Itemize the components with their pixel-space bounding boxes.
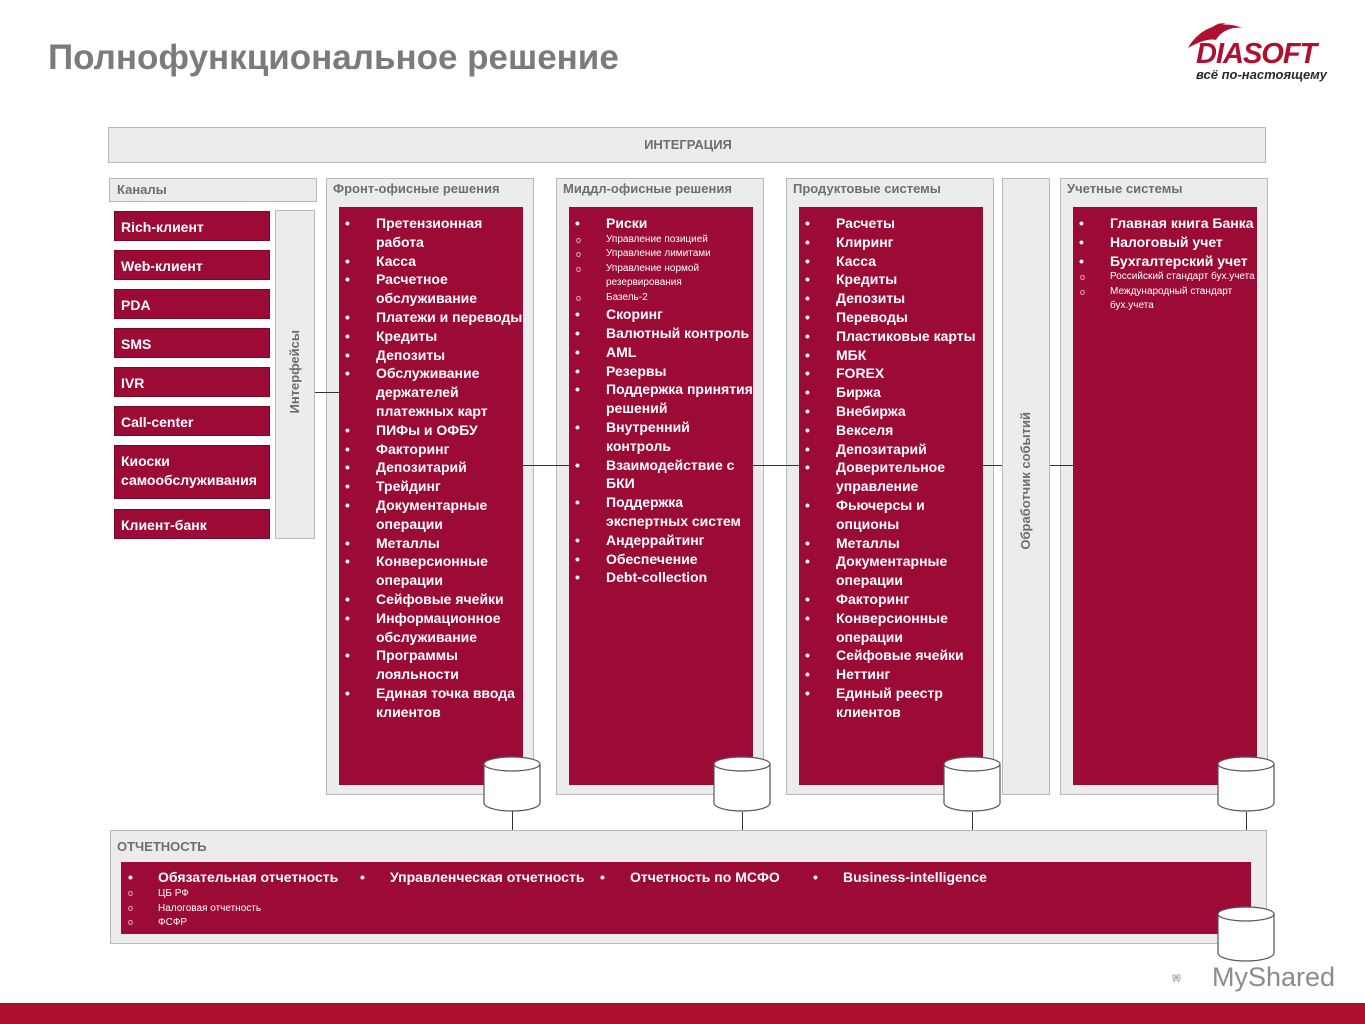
front-item: • Единая точка ввода клиентов <box>339 684 523 722</box>
accounting-item: • Налоговый учет <box>1073 233 1257 252</box>
database-reporting-icon <box>1217 906 1275 962</box>
accounting-label: Учетные системы <box>1067 181 1183 196</box>
product-item: • МБК <box>799 346 983 365</box>
front-item: • Документарные операции <box>339 496 523 534</box>
product-systems-label: Продуктовые системы <box>793 181 941 196</box>
database-product-icon <box>943 756 1001 812</box>
channel-pda: PDA <box>114 289 270 319</box>
product-item: • Биржа <box>799 383 983 402</box>
myshared-watermark: MyShared <box>1212 962 1336 992</box>
product-item: • Металлы <box>799 534 983 553</box>
front-item: • Металлы <box>339 534 523 553</box>
front-item: • Обслуживание держателей платежных карт <box>339 364 523 420</box>
channel-call-center: Call-center <box>114 406 270 436</box>
channel-sms: SMS <box>114 328 270 358</box>
middle-office-label: Миддл-офисные решения <box>563 181 732 196</box>
report-sub-cbr: o ЦБ РФ <box>158 888 189 899</box>
middle-item: o Базель-2 <box>569 291 753 306</box>
product-item: • Неттинг <box>799 665 983 684</box>
middle-office-panel <box>569 207 753 785</box>
report-ifrs: • Отчетность по МСФО <box>630 869 780 885</box>
front-item: • Депозитарий <box>339 458 523 477</box>
product-item: • Кредиты <box>799 270 983 289</box>
middle-item: • Поддержка экспертных систем <box>569 493 753 531</box>
product-item: • Расчеты <box>799 214 983 233</box>
product-item: • Касса <box>799 252 983 271</box>
connector-product-events <box>983 465 1002 466</box>
middle-item: o Управление нормой резервирования <box>569 262 753 291</box>
interfaces-label: Интерфейсы <box>287 330 302 414</box>
report-sub-fsfr: o ФСФР <box>158 917 187 928</box>
bottom-bar <box>0 1003 1365 1024</box>
product-item: • Клиринг <box>799 233 983 252</box>
channel-ivr: IVR <box>114 367 270 397</box>
channels-label: Каналы <box>117 182 167 197</box>
front-item: • Касса <box>339 252 523 271</box>
accounting-item: • Главная книга Банка <box>1073 214 1257 233</box>
report-mandatory: • Обязательная отчетность <box>158 869 338 885</box>
database-accounting-icon <box>1217 756 1275 812</box>
channel-client-bank: Клиент-банк <box>114 509 270 539</box>
logo-tagline: всё по-настоящему <box>1196 67 1328 82</box>
middle-item: • Взаимодействие с БКИ <box>569 456 753 494</box>
middle-item: • Поддержка принятия решений <box>569 380 753 418</box>
product-item: • Документарные операции <box>799 552 983 590</box>
product-item: • Векселя <box>799 421 983 440</box>
product-systems-panel <box>799 207 983 785</box>
product-item: • Факторинг <box>799 590 983 609</box>
product-item: • Конверсионные операции <box>799 609 983 647</box>
middle-office-list <box>569 214 753 587</box>
front-item: • Кредиты <box>339 327 523 346</box>
accounting-list <box>1073 214 1257 314</box>
report-bi: • Business-intelligence <box>843 869 987 885</box>
middle-item: • Внутренний контроль <box>569 418 753 456</box>
front-item: • Конверсионные операции <box>339 552 523 590</box>
middle-item: • Debt-collection <box>569 568 753 587</box>
middle-item: • Риски <box>569 214 753 233</box>
middle-item: • AML <box>569 343 753 362</box>
report-sub-tax: o Налоговая отчетность <box>158 903 261 914</box>
front-item: • Факторинг <box>339 440 523 459</box>
connector-events-accounting <box>1050 465 1073 466</box>
product-item: • Доверительное управление <box>799 458 983 496</box>
logo-brand: DIASOFT <box>1196 38 1317 70</box>
front-item: • Трейдинг <box>339 477 523 496</box>
myshared-logo-icon <box>1172 958 1212 998</box>
integration-bar <box>108 127 1266 163</box>
accounting-item: o Российский стандарт бух.учета <box>1073 270 1257 285</box>
front-item: • ПИФы и ОФБУ <box>339 421 523 440</box>
channel-kiosks: Киоски самообслуживания <box>114 445 270 499</box>
channel-web-client: Web-клиент <box>114 250 270 280</box>
front-item: • Претензионная работа <box>339 214 523 252</box>
connector-interfaces-front <box>315 392 339 393</box>
front-office-panel <box>339 207 523 785</box>
front-item: • Расчетное обслуживание <box>339 270 523 308</box>
middle-item: • Андеррайтинг <box>569 531 753 550</box>
middle-item: • Обеспечение <box>569 550 753 569</box>
front-item: • Депозиты <box>339 346 523 365</box>
product-item: • Переводы <box>799 308 983 327</box>
event-handler-label: Обработчик событий <box>1018 412 1033 550</box>
middle-item: • Резервы <box>569 362 753 381</box>
middle-item: o Управление лимитами <box>569 247 753 262</box>
reporting-label: ОТЧЕТНОСТЬ <box>117 839 207 854</box>
middle-item: • Скоринг <box>569 305 753 324</box>
connector-front-middle <box>523 465 569 466</box>
product-item: • Депозиты <box>799 289 983 308</box>
front-item: • Сейфовые ячейки <box>339 590 523 609</box>
accounting-item: o Международный стандарт бух.учета <box>1073 285 1257 314</box>
database-front-icon <box>483 756 541 812</box>
front-item: • Информационное обслуживание <box>339 609 523 647</box>
front-item: • Программы лояльности <box>339 646 523 684</box>
page-title: Полнофункциональное решение <box>48 38 619 77</box>
middle-item: o Управление позицией <box>569 233 753 248</box>
product-item: • Депозитарий <box>799 440 983 459</box>
product-systems-list <box>799 214 983 722</box>
product-item: • Внебиржа <box>799 402 983 421</box>
report-management: • Управленческая отчетность <box>390 869 584 885</box>
accounting-panel <box>1073 207 1257 785</box>
product-item: • FOREX <box>799 364 983 383</box>
accounting-item: • Бухгалтерский учет <box>1073 252 1257 271</box>
middle-item: • Валютный контроль <box>569 324 753 343</box>
database-middle-icon <box>713 756 771 812</box>
channels-header <box>109 178 317 202</box>
product-item: • Сейфовые ячейки <box>799 646 983 665</box>
front-item: • Платежи и переводы <box>339 308 523 327</box>
product-item: • Фьючерсы и опционы <box>799 496 983 534</box>
front-office-label: Фронт-офисные решения <box>333 181 500 196</box>
connector-middle-product <box>753 465 799 466</box>
integration-label: ИНТЕГРАЦИЯ <box>644 137 732 152</box>
product-item: • Пластиковые карты <box>799 327 983 346</box>
front-office-list <box>339 214 523 722</box>
channel-rich-client: Rich-клиент <box>114 211 270 241</box>
product-item: • Единый реестр клиентов <box>799 684 983 722</box>
